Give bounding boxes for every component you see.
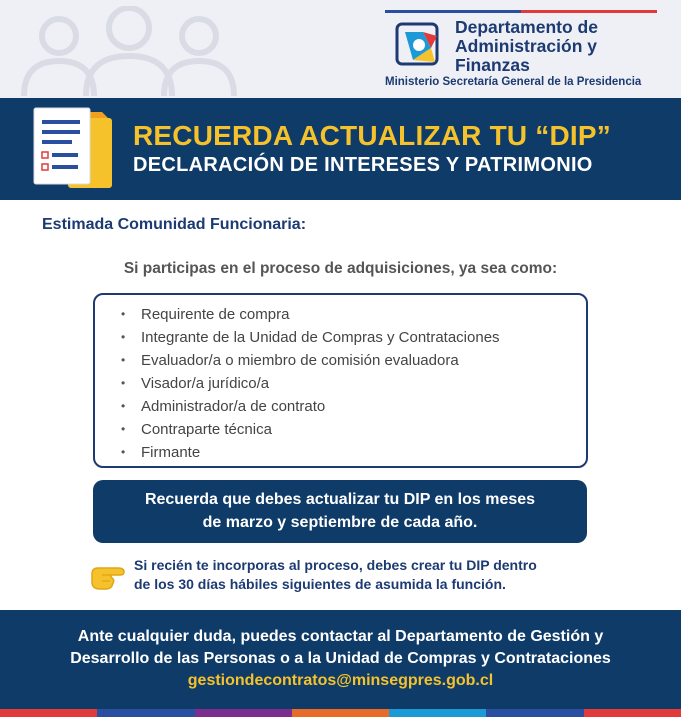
list-item: • Administrador/a de contrato (121, 395, 586, 418)
banner-subtitle: DECLARACIÓN DE INTERESES Y PATRIMONIO (133, 154, 593, 176)
people-watermark-icon (14, 6, 264, 96)
list-item: • Integrante de la Unidad de Compras y Contrataciones (121, 326, 586, 349)
list-item: • Visador/a jurídico/a (121, 372, 586, 395)
note-line2: de los 30 días hábiles siguientes de asumida la función. (134, 576, 506, 592)
intro-text: Si participas en el proceso de adquisiciones, ya sea como: (123, 260, 558, 277)
list-item: • Requirente de compra (121, 303, 586, 326)
greeting: Estimada Comunidad Funcionaria: (42, 216, 307, 233)
pointing-hand-icon (88, 556, 132, 594)
document-folder-icon (32, 104, 118, 194)
contact-email[interactable]: gestiondecontratos@minsegpres.gob.cl (187, 672, 494, 689)
bottom-color-stripe (0, 709, 681, 717)
roles-box (93, 293, 588, 468)
list-item: • Evaluador/a o miembro de comisión evaluadora (121, 349, 586, 372)
org-name-line3: Finanzas (455, 55, 530, 75)
title-banner (0, 98, 681, 200)
contact-footer (0, 610, 681, 709)
ministry-logo-icon (393, 18, 447, 70)
org-name-line1: Departamento de (455, 17, 598, 37)
banner-title: RECUERDA ACTUALIZAR TU “DIP” (133, 120, 611, 151)
header-color-stripe (385, 10, 657, 13)
roles-list (121, 303, 586, 464)
footer-line1: Ante cualquier duda, puedes contactar al Departamento de Gestión y (77, 628, 604, 645)
note-line1: Si recién te incorporas al proceso, debes crear tu DIP dentro (134, 557, 537, 573)
reminder-line1: Recuerda que debes actualizar tu DIP en los meses (144, 491, 536, 508)
reminder-box (93, 480, 587, 543)
org-name-line2: Administración y (455, 36, 597, 56)
ministry-name: Ministerio Secretaría General de la Presidencia (385, 76, 642, 88)
org-name (455, 18, 675, 75)
new-process-note (134, 556, 604, 594)
list-item: • Firmante (121, 441, 586, 464)
footer-line2: Desarrollo de las Personas o a la Unidad de Compras y Contrataciones (70, 650, 611, 667)
list-item: • Contraparte técnica (121, 418, 586, 441)
reminder-line2: de marzo y septiembre de cada año. (202, 514, 478, 531)
header (0, 0, 681, 98)
